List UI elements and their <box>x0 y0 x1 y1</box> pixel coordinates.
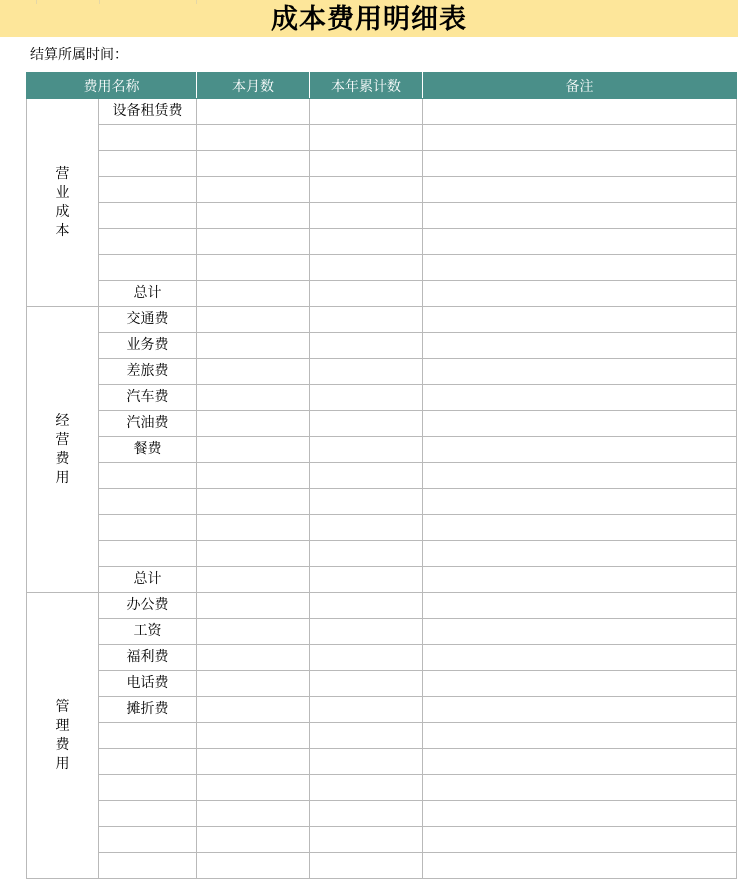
table-row <box>27 567 737 593</box>
table-row <box>27 281 737 307</box>
expense-item-cell[interactable]: 总计 <box>99 567 197 593</box>
ytd-value-cell[interactable] <box>310 307 423 333</box>
table-row <box>27 307 737 333</box>
month-value-cell[interactable] <box>197 749 310 775</box>
remarks-cell[interactable] <box>423 489 737 515</box>
ytd-value-cell[interactable] <box>310 99 423 125</box>
settlement-time-label: 结算所属时间： <box>30 47 128 63</box>
table-row <box>27 489 737 515</box>
table-header-row <box>27 73 737 99</box>
ytd-value-cell[interactable] <box>310 853 423 879</box>
table-row <box>27 723 737 749</box>
remarks-cell[interactable] <box>423 515 737 541</box>
remarks-cell[interactable] <box>423 203 737 229</box>
expense-item-cell[interactable]: 汽油费 <box>99 411 197 437</box>
category-cell[interactable] <box>27 593 99 879</box>
table-row <box>27 801 737 827</box>
title-bar <box>0 0 738 37</box>
table-row <box>27 827 737 853</box>
month-value-cell[interactable] <box>197 515 310 541</box>
month-value-cell[interactable] <box>197 125 310 151</box>
ytd-value-cell[interactable] <box>310 229 423 255</box>
table-row <box>27 853 737 879</box>
expense-item-cell[interactable] <box>99 515 197 541</box>
category-char: 用 <box>55 755 70 772</box>
table-row <box>27 645 737 671</box>
month-value-cell[interactable] <box>197 775 310 801</box>
expense-item-cell[interactable]: 摊折费 <box>99 697 197 723</box>
remarks-cell[interactable] <box>423 671 737 697</box>
month-value-cell[interactable] <box>197 801 310 827</box>
ytd-value-cell[interactable] <box>310 515 423 541</box>
table-row <box>27 255 737 281</box>
expense-item-cell[interactable] <box>99 775 197 801</box>
ytd-value-cell[interactable] <box>310 125 423 151</box>
month-value-cell[interactable] <box>197 853 310 879</box>
month-value-cell[interactable] <box>197 359 310 385</box>
ytd-value-cell[interactable] <box>310 151 423 177</box>
ytd-value-cell[interactable] <box>310 281 423 307</box>
expense-item-cell[interactable] <box>99 489 197 515</box>
category-char: 营 <box>55 431 70 448</box>
expense-item-cell[interactable] <box>99 827 197 853</box>
month-value-cell[interactable] <box>197 385 310 411</box>
table-row <box>27 697 737 723</box>
ytd-value-cell[interactable] <box>310 827 423 853</box>
category-cell[interactable] <box>27 307 99 593</box>
gridline-tick <box>196 0 197 4</box>
ytd-value-cell[interactable] <box>310 489 423 515</box>
table-row <box>27 437 737 463</box>
table-row <box>27 151 737 177</box>
remarks-cell[interactable] <box>423 411 737 437</box>
category-char: 用 <box>55 469 70 486</box>
ytd-value-cell[interactable] <box>310 567 423 593</box>
expense-item-cell[interactable]: 工资 <box>99 619 197 645</box>
month-value-cell[interactable] <box>197 99 310 125</box>
table-row <box>27 203 737 229</box>
remarks-cell[interactable] <box>423 827 737 853</box>
category-char: 业 <box>55 184 70 201</box>
expense-item-cell[interactable] <box>99 749 197 775</box>
month-value-cell[interactable] <box>197 645 310 671</box>
expense-item-cell[interactable] <box>99 255 197 281</box>
ytd-value-cell[interactable] <box>310 385 423 411</box>
expense-item-cell[interactable]: 餐费 <box>99 437 197 463</box>
expense-item-cell[interactable]: 办公费 <box>99 593 197 619</box>
category-char: 成 <box>55 203 70 220</box>
header-remarks: 备注 <box>423 73 737 99</box>
remarks-cell[interactable] <box>423 567 737 593</box>
month-value-cell[interactable] <box>197 281 310 307</box>
expense-item-cell[interactable] <box>99 177 197 203</box>
remarks-cell[interactable] <box>423 229 737 255</box>
gridline-tick <box>99 0 100 4</box>
header-year-to-date: 本年累计数 <box>310 73 423 99</box>
month-value-cell[interactable] <box>197 255 310 281</box>
expense-item-cell[interactable] <box>99 723 197 749</box>
table-row <box>27 359 737 385</box>
ytd-value-cell[interactable] <box>310 801 423 827</box>
remarks-cell[interactable] <box>423 125 737 151</box>
remarks-cell[interactable] <box>423 775 737 801</box>
ytd-value-cell[interactable] <box>310 411 423 437</box>
table-row <box>27 229 737 255</box>
table-row <box>27 333 737 359</box>
month-value-cell[interactable] <box>197 203 310 229</box>
expense-item-cell[interactable]: 总计 <box>99 281 197 307</box>
month-value-cell[interactable] <box>197 827 310 853</box>
ytd-value-cell[interactable] <box>310 359 423 385</box>
remarks-cell[interactable] <box>423 359 737 385</box>
expense-item-cell[interactable] <box>99 801 197 827</box>
ytd-value-cell[interactable] <box>310 463 423 489</box>
table-row <box>27 619 737 645</box>
remarks-cell[interactable] <box>423 541 737 567</box>
category-cell[interactable] <box>27 99 99 307</box>
expense-item-cell[interactable] <box>99 151 197 177</box>
header-expense-name: 费用名称 <box>27 73 197 99</box>
month-value-cell[interactable] <box>197 229 310 255</box>
month-value-cell[interactable] <box>197 541 310 567</box>
remarks-cell[interactable] <box>423 463 737 489</box>
remarks-cell[interactable] <box>423 151 737 177</box>
remarks-cell[interactable] <box>423 749 737 775</box>
ytd-value-cell[interactable] <box>310 671 423 697</box>
remarks-cell[interactable] <box>423 801 737 827</box>
ytd-value-cell[interactable] <box>310 203 423 229</box>
expense-item-cell[interactable]: 福利费 <box>99 645 197 671</box>
table-row <box>27 411 737 437</box>
expense-item-cell[interactable] <box>99 541 197 567</box>
table-row <box>27 541 737 567</box>
sheet-title: 成本费用明细表 <box>271 4 467 35</box>
remarks-cell[interactable] <box>423 385 737 411</box>
month-value-cell[interactable] <box>197 463 310 489</box>
ytd-value-cell[interactable] <box>310 177 423 203</box>
ytd-value-cell[interactable] <box>310 697 423 723</box>
ytd-value-cell[interactable] <box>310 723 423 749</box>
expense-item-cell[interactable]: 汽车费 <box>99 385 197 411</box>
table-row <box>27 177 737 203</box>
ytd-value-cell[interactable] <box>310 333 423 359</box>
month-value-cell[interactable] <box>197 723 310 749</box>
ytd-value-cell[interactable] <box>310 645 423 671</box>
expense-item-cell[interactable]: 业务费 <box>99 333 197 359</box>
month-value-cell[interactable] <box>197 307 310 333</box>
table-body <box>27 99 737 879</box>
ytd-value-cell[interactable] <box>310 619 423 645</box>
expense-item-cell[interactable]: 差旅费 <box>99 359 197 385</box>
table-row <box>27 775 737 801</box>
ytd-value-cell[interactable] <box>310 255 423 281</box>
header-this-month: 本月数 <box>197 73 310 99</box>
remarks-cell[interactable] <box>423 853 737 879</box>
month-value-cell[interactable] <box>197 567 310 593</box>
month-value-cell[interactable] <box>197 671 310 697</box>
month-value-cell[interactable] <box>197 177 310 203</box>
month-value-cell[interactable] <box>197 697 310 723</box>
month-value-cell[interactable] <box>197 151 310 177</box>
table-row <box>27 671 737 697</box>
category-char: 管 <box>55 698 70 715</box>
month-value-cell[interactable] <box>197 489 310 515</box>
ytd-value-cell[interactable] <box>310 775 423 801</box>
table-row <box>27 125 737 151</box>
table-row <box>27 749 737 775</box>
remarks-cell[interactable] <box>423 99 737 125</box>
category-char: 经 <box>55 412 70 429</box>
table-row <box>27 385 737 411</box>
expense-item-cell[interactable]: 电话费 <box>99 671 197 697</box>
remarks-cell[interactable] <box>423 723 737 749</box>
category-char: 理 <box>55 717 70 734</box>
expense-item-cell[interactable] <box>99 229 197 255</box>
remarks-cell[interactable] <box>423 255 737 281</box>
ytd-value-cell[interactable] <box>310 437 423 463</box>
remarks-cell[interactable] <box>423 307 737 333</box>
cost-detail-table <box>26 72 737 879</box>
month-value-cell[interactable] <box>197 437 310 463</box>
remarks-cell[interactable] <box>423 645 737 671</box>
ytd-value-cell[interactable] <box>310 593 423 619</box>
category-char: 费 <box>55 450 70 467</box>
expense-item-cell[interactable] <box>99 125 197 151</box>
remarks-cell[interactable] <box>423 593 737 619</box>
remarks-cell[interactable] <box>423 177 737 203</box>
month-value-cell[interactable] <box>197 619 310 645</box>
table-row <box>27 515 737 541</box>
expense-item-cell[interactable]: 交通费 <box>99 307 197 333</box>
expense-item-cell[interactable] <box>99 853 197 879</box>
remarks-cell[interactable] <box>423 697 737 723</box>
expense-item-cell[interactable] <box>99 463 197 489</box>
ytd-value-cell[interactable] <box>310 749 423 775</box>
expense-item-cell[interactable]: 设备租赁费 <box>99 99 197 125</box>
table-row <box>27 463 737 489</box>
ytd-value-cell[interactable] <box>310 541 423 567</box>
category-char: 营 <box>55 165 70 182</box>
remarks-cell[interactable] <box>423 619 737 645</box>
category-char: 费 <box>55 736 70 753</box>
remarks-cell[interactable] <box>423 333 737 359</box>
gridline-tick <box>36 0 37 4</box>
table-row <box>27 593 737 619</box>
expense-item-cell[interactable] <box>99 203 197 229</box>
remarks-cell[interactable] <box>423 281 737 307</box>
month-value-cell[interactable] <box>197 593 310 619</box>
remarks-cell[interactable] <box>423 437 737 463</box>
month-value-cell[interactable] <box>197 333 310 359</box>
category-char: 本 <box>55 222 70 239</box>
month-value-cell[interactable] <box>197 411 310 437</box>
table-row <box>27 99 737 125</box>
